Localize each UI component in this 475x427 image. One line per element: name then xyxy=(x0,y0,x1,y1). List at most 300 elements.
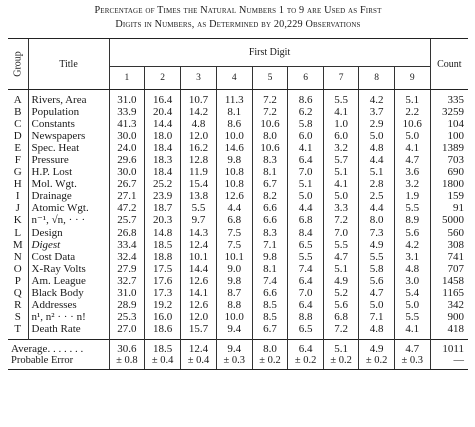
group-letter: M xyxy=(12,238,23,251)
percent-cell: 20.4 xyxy=(145,106,181,118)
average-value: 6.4 xyxy=(288,339,323,355)
percent-cell: 2.8 xyxy=(359,178,394,190)
percent-cell: 8.5 xyxy=(252,299,288,311)
percent-cell: 4.9 xyxy=(323,275,358,287)
percent-cell: 9.7 xyxy=(181,214,217,226)
probable_error-value: ± 0.2 xyxy=(323,355,358,370)
probable_error-count: — xyxy=(430,355,468,370)
percent-cell: 4.4 xyxy=(359,202,394,214)
percent-cell: 5.1 xyxy=(394,90,430,107)
percent-cell: 5.4 xyxy=(394,287,430,299)
average-value: 30.6 xyxy=(109,339,145,355)
percent-cell: 9.8 xyxy=(216,275,252,287)
percent-cell: 16.4 xyxy=(145,90,181,107)
percent-cell: 18.6 xyxy=(145,323,181,340)
group-letter: G xyxy=(13,166,22,179)
group-letter: E xyxy=(14,142,22,155)
percent-cell: 19.2 xyxy=(145,299,181,311)
count-cell: 1800 xyxy=(430,178,468,190)
percent-cell: 7.2 xyxy=(323,323,358,340)
row-title: Am. League xyxy=(28,275,109,287)
percent-cell: 8.1 xyxy=(252,263,288,275)
percent-cell: 6.7 xyxy=(252,178,288,190)
percent-cell: 5.5 xyxy=(394,202,430,214)
percent-cell: 9.8 xyxy=(216,154,252,166)
row-title: H.P. Lost xyxy=(28,166,109,178)
first-digit-header: First Digit xyxy=(109,39,430,67)
percent-cell: 4.9 xyxy=(359,239,394,251)
percent-cell: 10.1 xyxy=(216,251,252,263)
count-cell: 91 xyxy=(430,202,468,214)
table-row xyxy=(8,239,468,251)
percent-cell: 14.1 xyxy=(181,287,217,299)
average-row xyxy=(8,339,468,355)
percent-cell: 3.2 xyxy=(323,142,358,154)
probable_error-value: ± 0.2 xyxy=(359,355,394,370)
average-value: 9.4 xyxy=(216,339,252,355)
count-cell: 690 xyxy=(430,166,468,178)
percent-cell: 41.3 xyxy=(109,118,145,130)
percent-cell: 15.4 xyxy=(181,178,217,190)
count-cell: 1389 xyxy=(430,142,468,154)
probable_error-value: ± 0.8 xyxy=(109,355,145,370)
percent-cell: 5.1 xyxy=(323,263,358,275)
table-row xyxy=(8,106,468,118)
digit-header-2: 2 xyxy=(145,67,181,90)
percent-cell: 14.2 xyxy=(181,106,217,118)
title-header: Title xyxy=(28,39,109,90)
percent-cell: 25.2 xyxy=(145,178,181,190)
table-row xyxy=(8,227,468,239)
percent-cell: 4.8 xyxy=(181,118,217,130)
percent-cell: 4.8 xyxy=(394,263,430,275)
percent-cell: 8.6 xyxy=(216,118,252,130)
row-title: Black Body xyxy=(28,287,109,299)
percent-cell: 27.9 xyxy=(109,263,145,275)
percent-cell: 11.3 xyxy=(216,90,252,107)
percent-cell: 20.3 xyxy=(145,214,181,226)
digit-header-9: 9 xyxy=(394,67,430,90)
table-row xyxy=(8,178,468,190)
average-value: 18.5 xyxy=(145,339,181,355)
caption-line-2: Digits in Numbers, as Determined by 20,229 Observations xyxy=(115,19,361,30)
percent-cell: 11.9 xyxy=(181,166,217,178)
count-cell: 1165 xyxy=(430,287,468,299)
count-cell: 100 xyxy=(430,130,468,142)
table-row xyxy=(8,311,468,323)
table-row xyxy=(8,154,468,166)
percent-cell: 4.8 xyxy=(359,323,394,340)
percent-cell: 14.4 xyxy=(145,118,181,130)
percent-cell: 15.7 xyxy=(181,323,217,340)
average-value: 5.1 xyxy=(323,339,358,355)
percent-cell: 16.2 xyxy=(181,142,217,154)
group-letter: T xyxy=(14,322,22,335)
percent-cell: 9.8 xyxy=(252,251,288,263)
percent-cell: 8.2 xyxy=(252,190,288,202)
percent-cell: 5.5 xyxy=(359,251,394,263)
table-row xyxy=(8,202,468,214)
table-body xyxy=(8,90,468,340)
percent-cell: 12.0 xyxy=(181,311,217,323)
percent-cell: 14.8 xyxy=(145,227,181,239)
table-row xyxy=(8,275,468,287)
percent-cell: 5.0 xyxy=(394,299,430,311)
percent-cell: 7.2 xyxy=(252,106,288,118)
percent-cell: 5.0 xyxy=(394,130,430,142)
table-row xyxy=(8,263,468,275)
table-row xyxy=(8,299,468,311)
percent-cell: 6.6 xyxy=(252,202,288,214)
percent-cell: 5.0 xyxy=(288,190,323,202)
table-row xyxy=(8,90,468,107)
average-label: Average. . . . . . . xyxy=(8,339,109,355)
percent-cell: 12.6 xyxy=(181,275,217,287)
percent-cell: 6.0 xyxy=(323,130,358,142)
count-cell: 703 xyxy=(430,154,468,166)
probable-error-row xyxy=(8,355,468,370)
table-row xyxy=(8,190,468,202)
percent-cell: 5.5 xyxy=(323,90,358,107)
percent-cell: 14.6 xyxy=(216,142,252,154)
group-letter: S xyxy=(14,310,21,323)
percent-cell: 9.4 xyxy=(216,323,252,340)
digit-header-1: 1 xyxy=(109,67,145,90)
percent-cell: 5.5 xyxy=(181,202,217,214)
row-title: n⁻¹, √n, · · · xyxy=(28,214,109,226)
percent-cell: 10.6 xyxy=(252,118,288,130)
percent-cell: 10.7 xyxy=(181,90,217,107)
percent-cell: 28.9 xyxy=(109,299,145,311)
row-title: Spec. Heat xyxy=(28,142,109,154)
percent-cell: 10.0 xyxy=(216,130,252,142)
percent-cell: 30.0 xyxy=(109,166,145,178)
count-cell: 741 xyxy=(430,251,468,263)
percent-cell: 14.4 xyxy=(181,263,217,275)
digit-header-3: 3 xyxy=(181,67,217,90)
row-title: Newspapers xyxy=(28,130,109,142)
percent-cell: 7.1 xyxy=(252,239,288,251)
percent-cell: 6.8 xyxy=(288,214,323,226)
table-caption xyxy=(8,4,468,32)
row-title: Mol. Wgt. xyxy=(28,178,109,190)
digit-header-7: 7 xyxy=(323,67,358,90)
percent-cell: 5.0 xyxy=(323,190,358,202)
row-title: n¹, n² · · · n! xyxy=(28,311,109,323)
probable_error-label: Probable Error xyxy=(8,355,109,370)
percent-cell: 8.7 xyxy=(216,287,252,299)
digit-header-5: 5 xyxy=(252,67,288,90)
percent-cell: 4.8 xyxy=(359,142,394,154)
percent-cell: 12.0 xyxy=(181,130,217,142)
percent-cell: 9.0 xyxy=(216,263,252,275)
percent-cell: 8.3 xyxy=(252,154,288,166)
percent-cell: 17.6 xyxy=(145,275,181,287)
percent-cell: 12.6 xyxy=(216,190,252,202)
percent-cell: 7.4 xyxy=(252,275,288,287)
percent-cell: 2.9 xyxy=(359,118,394,130)
group-letter: K xyxy=(13,214,22,227)
percent-cell: 7.5 xyxy=(216,227,252,239)
percent-cell: 8.3 xyxy=(252,227,288,239)
count-cell: 3259 xyxy=(430,106,468,118)
count-cell: 104 xyxy=(430,118,468,130)
percent-cell: 32.7 xyxy=(109,275,145,287)
row-title: Pressure xyxy=(28,154,109,166)
percent-cell: 7.3 xyxy=(359,227,394,239)
row-title: Atomic Wgt. xyxy=(28,202,109,214)
percent-cell: 10.1 xyxy=(181,251,217,263)
percent-cell: 27.0 xyxy=(109,323,145,340)
percent-cell: 10.8 xyxy=(216,166,252,178)
percent-cell: 18.5 xyxy=(145,239,181,251)
percent-cell: 8.4 xyxy=(288,227,323,239)
percent-cell: 8.1 xyxy=(216,106,252,118)
percent-cell: 12.8 xyxy=(181,154,217,166)
percent-cell: 4.2 xyxy=(359,90,394,107)
table-row xyxy=(8,142,468,154)
percent-cell: 8.9 xyxy=(394,214,430,226)
count-cell: 707 xyxy=(430,263,468,275)
count-cell: 342 xyxy=(430,299,468,311)
percent-cell: 3.2 xyxy=(394,178,430,190)
count-cell: 5000 xyxy=(430,214,468,226)
first-digit-table xyxy=(8,38,468,370)
percent-cell: 5.6 xyxy=(394,227,430,239)
group-letter: J xyxy=(15,202,20,215)
percent-cell: 7.1 xyxy=(359,311,394,323)
percent-cell: 31.0 xyxy=(109,287,145,299)
probable_error-value: ± 0.4 xyxy=(181,355,217,370)
group-letter: F xyxy=(14,154,21,167)
percent-cell: 6.4 xyxy=(288,299,323,311)
table-row xyxy=(8,130,468,142)
percent-cell: 5.5 xyxy=(323,239,358,251)
table-row xyxy=(8,214,468,226)
average-value: 8.0 xyxy=(252,339,288,355)
percent-cell: 2.2 xyxy=(394,106,430,118)
percent-cell: 23.9 xyxy=(145,190,181,202)
percent-cell: 8.1 xyxy=(252,166,288,178)
percent-cell: 3.0 xyxy=(394,275,430,287)
percent-cell: 6.6 xyxy=(252,287,288,299)
percent-cell: 30.0 xyxy=(109,130,145,142)
percent-cell: 12.6 xyxy=(181,299,217,311)
percent-cell: 5.8 xyxy=(288,118,323,130)
table-row xyxy=(8,118,468,130)
percent-cell: 6.6 xyxy=(252,214,288,226)
group-letter: B xyxy=(14,106,22,119)
digit-header-6: 6 xyxy=(288,67,323,90)
table-row xyxy=(8,287,468,299)
probable_error-value: ± 0.2 xyxy=(288,355,323,370)
probable_error-value: ± 0.3 xyxy=(216,355,252,370)
table-row xyxy=(8,251,468,263)
average-value: 4.7 xyxy=(394,339,430,355)
percent-cell: 33.4 xyxy=(109,239,145,251)
digit-header-8: 8 xyxy=(359,67,394,90)
average-count: 1011 xyxy=(430,339,468,355)
percent-cell: 5.8 xyxy=(359,263,394,275)
percent-cell: 6.0 xyxy=(288,130,323,142)
percent-cell: 14.3 xyxy=(181,227,217,239)
percent-cell: 4.2 xyxy=(394,239,430,251)
probable_error-value: ± 0.4 xyxy=(145,355,181,370)
digit-header-4: 4 xyxy=(216,67,252,90)
percent-cell: 8.5 xyxy=(252,311,288,323)
count-cell: 308 xyxy=(430,239,468,251)
probable_error-value: ± 0.3 xyxy=(394,355,430,370)
row-title: Design xyxy=(28,227,109,239)
group-letter: N xyxy=(13,250,22,263)
percent-cell: 24.0 xyxy=(109,142,145,154)
percent-cell: 5.7 xyxy=(323,154,358,166)
percent-cell: 4.7 xyxy=(323,251,358,263)
percent-cell: 17.5 xyxy=(145,263,181,275)
percent-cell: 12.4 xyxy=(181,239,217,251)
percent-cell: 33.9 xyxy=(109,106,145,118)
percent-cell: 25.3 xyxy=(109,311,145,323)
group-letter: Q xyxy=(13,286,22,299)
row-title: Cost Data xyxy=(28,251,109,263)
percent-cell: 6.2 xyxy=(288,106,323,118)
percent-cell: 16.0 xyxy=(145,311,181,323)
percent-cell: 5.1 xyxy=(288,178,323,190)
count-cell: 1458 xyxy=(430,275,468,287)
percent-cell: 27.1 xyxy=(109,190,145,202)
count-cell: 335 xyxy=(430,90,468,107)
group-letter: P xyxy=(14,274,21,287)
percent-cell: 1.0 xyxy=(323,118,358,130)
row-title: Addresses xyxy=(28,299,109,311)
percent-cell: 8.0 xyxy=(359,214,394,226)
percent-cell: 5.2 xyxy=(323,287,358,299)
percent-cell: 18.4 xyxy=(145,166,181,178)
percent-cell: 8.6 xyxy=(288,90,323,107)
percent-cell: 32.4 xyxy=(109,251,145,263)
percent-cell: 5.5 xyxy=(288,251,323,263)
percent-cell: 26.8 xyxy=(109,227,145,239)
percent-cell: 4.1 xyxy=(323,178,358,190)
count-header: Count xyxy=(430,39,468,90)
percent-cell: 1.9 xyxy=(394,190,430,202)
percent-cell: 18.3 xyxy=(145,154,181,166)
percent-cell: 5.5 xyxy=(394,311,430,323)
percent-cell: 3.3 xyxy=(323,202,358,214)
percent-cell: 6.4 xyxy=(288,275,323,287)
percent-cell: 5.1 xyxy=(323,166,358,178)
percent-cell: 10.6 xyxy=(394,118,430,130)
percent-cell: 3.7 xyxy=(359,106,394,118)
probable_error-value: ± 0.2 xyxy=(252,355,288,370)
percent-cell: 8.0 xyxy=(252,130,288,142)
percent-cell: 2.5 xyxy=(359,190,394,202)
group-letter: R xyxy=(14,298,22,311)
row-title: Drainage xyxy=(28,190,109,202)
percent-cell: 5.6 xyxy=(359,275,394,287)
percent-cell: 29.6 xyxy=(109,154,145,166)
percent-cell: 7.4 xyxy=(288,263,323,275)
group-header: Group xyxy=(8,39,28,90)
group-letter: H xyxy=(13,178,22,191)
percent-cell: 6.8 xyxy=(216,214,252,226)
row-title: Rivers, Area xyxy=(28,90,109,107)
count-cell: 418 xyxy=(430,323,468,340)
percent-cell: 8.8 xyxy=(288,311,323,323)
percent-cell: 3.6 xyxy=(394,166,430,178)
percent-cell: 7.2 xyxy=(252,90,288,107)
percent-cell: 18.4 xyxy=(145,142,181,154)
percent-cell: 6.4 xyxy=(288,154,323,166)
count-cell: 560 xyxy=(430,227,468,239)
row-title: Constants xyxy=(28,118,109,130)
percent-cell: 4.4 xyxy=(359,154,394,166)
percent-cell: 4.1 xyxy=(323,106,358,118)
percent-cell: 47.2 xyxy=(109,202,145,214)
table-footer xyxy=(8,339,468,369)
average-value: 12.4 xyxy=(181,339,217,355)
percent-cell: 5.1 xyxy=(359,166,394,178)
percent-cell: 6.5 xyxy=(288,239,323,251)
group-letter: O xyxy=(13,262,22,275)
percent-cell: 5.6 xyxy=(323,299,358,311)
percent-cell: 7.2 xyxy=(323,214,358,226)
table-row xyxy=(8,323,468,340)
average-value: 4.9 xyxy=(359,339,394,355)
percent-cell: 4.1 xyxy=(394,142,430,154)
table-row xyxy=(8,166,468,178)
group-letter: L xyxy=(14,226,22,239)
percent-cell: 5.0 xyxy=(359,299,394,311)
percent-cell: 13.8 xyxy=(181,190,217,202)
row-title: Digest xyxy=(28,239,109,251)
percent-cell: 6.8 xyxy=(323,311,358,323)
percent-cell: 18.0 xyxy=(145,130,181,142)
group-letter: A xyxy=(13,94,22,107)
group-letter: D xyxy=(13,130,22,143)
percent-cell: 18.7 xyxy=(145,202,181,214)
percent-cell: 26.7 xyxy=(109,178,145,190)
percent-cell: 5.0 xyxy=(359,130,394,142)
percent-cell: 18.8 xyxy=(145,251,181,263)
percent-cell: 8.8 xyxy=(216,299,252,311)
percent-cell: 4.7 xyxy=(394,154,430,166)
percent-cell: 10.6 xyxy=(252,142,288,154)
group-letter: C xyxy=(14,118,22,131)
percent-cell: 4.7 xyxy=(359,287,394,299)
row-title: Death Rate xyxy=(28,323,109,340)
percent-cell: 25.7 xyxy=(109,214,145,226)
percent-cell: 4.1 xyxy=(288,142,323,154)
percent-cell: 7.5 xyxy=(216,239,252,251)
percent-cell: 31.0 xyxy=(109,90,145,107)
percent-cell: 17.3 xyxy=(145,287,181,299)
percent-cell: 3.1 xyxy=(394,251,430,263)
percent-cell: 10.0 xyxy=(216,311,252,323)
percent-cell: 7.0 xyxy=(323,227,358,239)
percent-cell: 7.0 xyxy=(288,287,323,299)
percent-cell: 4.4 xyxy=(216,202,252,214)
count-cell: 900 xyxy=(430,311,468,323)
percent-cell: 4.4 xyxy=(288,202,323,214)
caption-line-1: Percentage of Times the Natural Numbers 1 to 9 are Used as First xyxy=(94,5,382,16)
group-letter: I xyxy=(15,190,20,203)
row-title: X-Ray Volts xyxy=(28,263,109,275)
percent-cell: 6.7 xyxy=(252,323,288,340)
percent-cell: 10.8 xyxy=(216,178,252,190)
row-title: Population xyxy=(28,106,109,118)
count-cell: 159 xyxy=(430,190,468,202)
